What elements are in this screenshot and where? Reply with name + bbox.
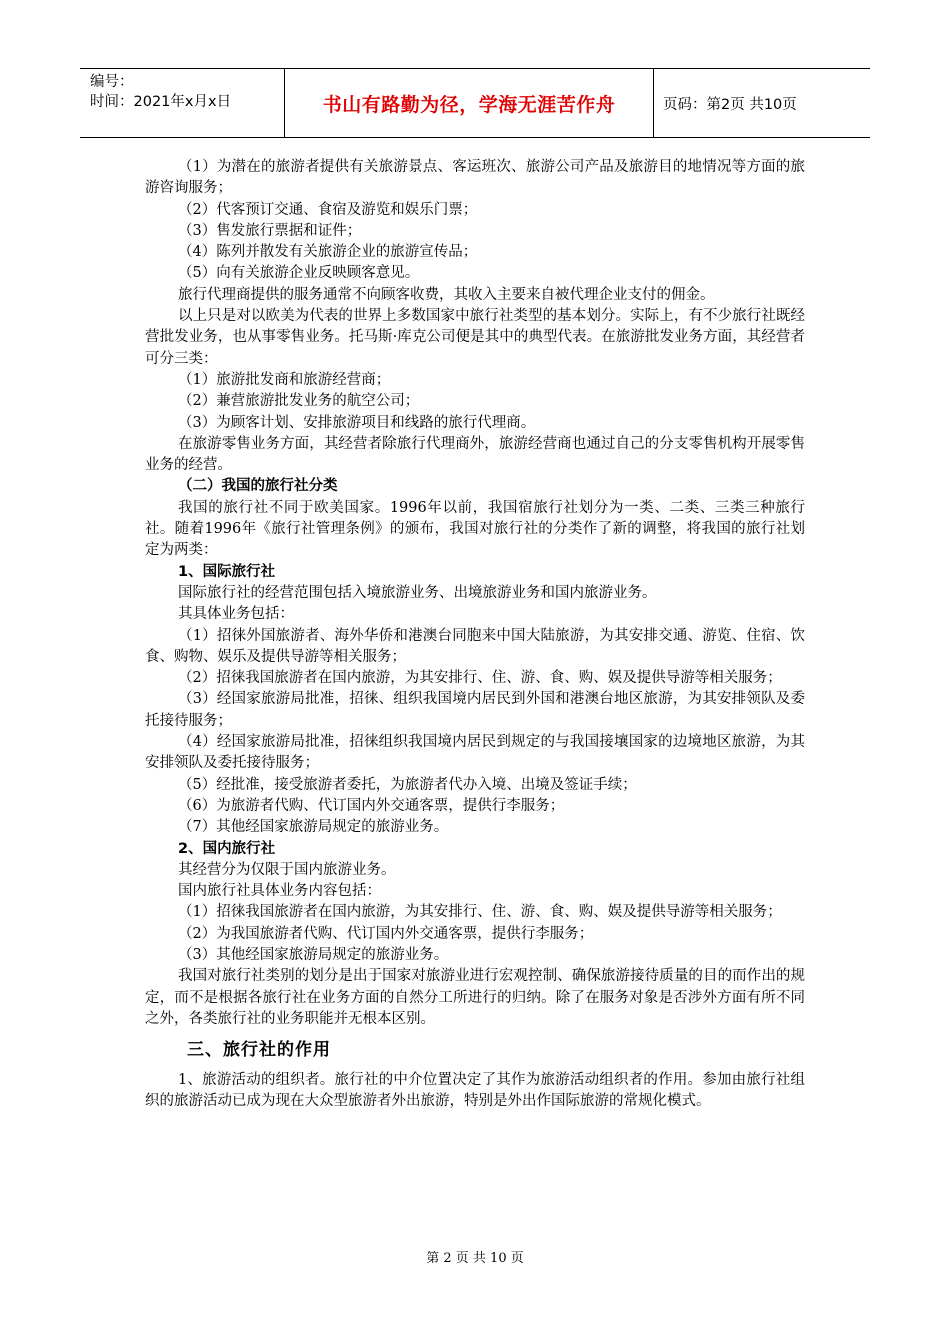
body-paragraph: 1、旅游活动的组织者。旅行社的中介位置决定了其作为旅游活动组织者的作用。参加由旅行社组织的旅游活动已成为现在大众型旅游者外出旅游，特别是外出作国际旅游的常规化模式。 — [145, 1072, 805, 1110]
body-paragraph: 在旅游零售业务方面，其经营者除旅行代理商外，旅游经营商也通过自己的分支零售机构开展零售业务的经营。 — [145, 435, 805, 474]
body-paragraph: （3）其他经国家旅游局规定的旅游业务。 — [178, 946, 449, 963]
body-paragraph: （3）为顾客计划、安排旅游项目和线路的旅行代理商。 — [178, 414, 536, 431]
body-paragraph: （2）代客预订交通、食宿及游览和娱乐门票； — [178, 201, 478, 218]
body-paragraph: 其具体业务包括： — [178, 606, 294, 623]
header-motto: 书山有路勤为径，学海无涯苦作舟 — [322, 93, 616, 116]
body-paragraph: 旅行代理商提供的服务通常不向顾客收费，其收入主要来自被代理企业支付的佣金。 — [178, 286, 715, 303]
body-paragraph: （1）旅游批发商和旅游经营商； — [178, 371, 391, 388]
document-date: 时间：2021年x月x日 — [90, 94, 232, 110]
body-paragraph: 国际旅行社的经营范围包括入境旅游业务、出境旅游业务和国内旅游业务。 — [178, 584, 657, 601]
body-paragraph: （7）其他经国家旅游局规定的旅游业务。 — [178, 819, 449, 836]
document-body — [145, 157, 805, 1113]
document-code-label: 编号： — [90, 74, 134, 90]
body-paragraph: （2）为我国旅游者代购、代订国内外交通客票，提供行李服务； — [178, 925, 594, 942]
body-paragraph: （2）招徕我国旅游者在国内旅游，为其安排行、住、游、食、购、娱及提供导游等相关服务； — [178, 670, 782, 687]
body-paragraph: （3）售发旅行票据和证件； — [178, 222, 362, 239]
body-paragraph: 以上只是对以欧美为代表的世界上多数国家中旅行社类型的基本划分。实际上，有不少旅行社既经营批发业务，也从事零售业务。托马斯·库克公司便是其中的典型代表。在旅游批发业务方面，其经营者可分三类： — [145, 308, 805, 367]
header-meta — [80, 69, 284, 137]
body-paragraph: 国内旅行社具体业务内容包括： — [178, 883, 381, 900]
page-header — [80, 68, 870, 138]
subsection-heading: 2、国内旅行社 — [178, 840, 276, 857]
subsection-heading: 1、国际旅行社 — [178, 563, 276, 580]
body-paragraph: 其经营分为仅限于国内旅游业务。 — [178, 861, 396, 878]
body-paragraph: （4）陈列并散发有关旅游企业的旅游宣传品； — [178, 244, 478, 261]
page-footer: 第 2 页 共 10 页 — [426, 1251, 524, 1266]
body-paragraph: （3）经国家旅游局批准，招徕、组织我国境内居民到外国和港澳台地区旅游，为其安排领队及委托接待服务； — [145, 691, 805, 729]
body-paragraph: （6）为旅游者代购、代订国内外交通客票，提供行李服务； — [178, 797, 565, 814]
body-paragraph: （4）经国家旅游局批准，招徕组织我国境内居民到规定的与我国接壤国家的边境地区旅游，为其安排领队及委托接待服务； — [145, 734, 805, 772]
body-paragraph: 我国对旅行社类别的划分是出于国家对旅游业进行宏观控制、确保旅游接待质量的目的而作出的规定，而不是根据各旅行社在业务方面的自然分工所进行的归纳。除了在服务对象是否涉外方面有所不同之外，各类旅行社的业务职能并无根本区别。 — [145, 968, 805, 1027]
body-paragraph: 我国的旅行社不同于欧美国家。1996年以前，我国宿旅行社划分为一类、二类、三类三种旅行社。随着1996年《旅行社管理条例》的颁布，我国对旅行社的分类作了新的调整，将我国的旅行社划定为两类： — [145, 499, 805, 559]
body-paragraph: （5）经批准，接受旅游者委托，为旅游者代办入境、出境及签证手续； — [178, 776, 637, 793]
body-paragraph: （2）兼营旅游批发业务的航空公司； — [178, 393, 420, 410]
header-page-info: 页码：第2页 共10页 — [663, 96, 797, 113]
body-paragraph: （1）为潜在的旅游者提供有关旅游景点、客运班次、旅游公司产品及旅游目的地情况等方面的旅游咨询服务； — [145, 159, 805, 197]
body-paragraph: （5）向有关旅游企业反映顾客意见。 — [178, 265, 420, 282]
subsection-heading: （二）我国的旅行社分类 — [178, 478, 338, 495]
body-paragraph: （1）招徕外国旅游者、海外华侨和港澳台同胞来中国大陆旅游，为其安排交通、游览、住宿、饮食、购物、娱乐及提供导游等相关服务； — [145, 627, 805, 665]
section-heading: 三、旅行社的作用 — [187, 1040, 331, 1061]
header-motto-cell — [284, 69, 654, 137]
body-paragraph: （1）招徕我国旅游者在国内旅游，为其安排行、住、游、食、购、娱及提供导游等相关服务； — [178, 904, 782, 921]
